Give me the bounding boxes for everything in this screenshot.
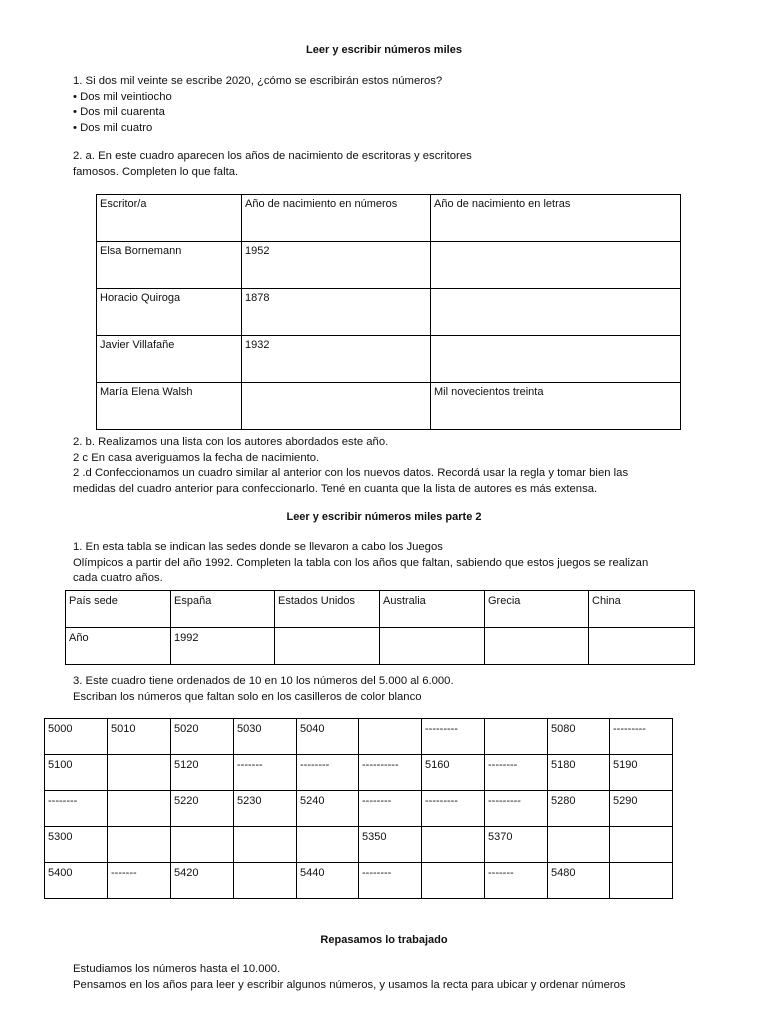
grid-cell: 5240 (297, 791, 359, 827)
grid-cell: 5180 (548, 755, 610, 791)
table-row (66, 591, 695, 628)
grid-cell: 5300 (45, 827, 108, 863)
grid-cell: 5420 (171, 863, 234, 899)
year-number-cell[interactable]: 1878 (242, 289, 431, 336)
grid-cell: ------- (234, 755, 297, 791)
writer-name-cell: Javier Villafañe (97, 336, 242, 383)
grid-cell[interactable] (108, 827, 171, 863)
table-row (97, 242, 681, 289)
header-cell: Escritor/a (97, 195, 242, 242)
grid-cell: 5100 (45, 755, 108, 791)
grid-cell: --------- (422, 719, 485, 755)
q1-item: • Dos mil cuarenta (73, 106, 165, 118)
q2c-text: 2 c En casa averiguamos la fecha de nacimiento. (73, 451, 320, 464)
year-cell[interactable] (485, 628, 589, 665)
grid-cell: -------- (485, 755, 548, 791)
grid-cell: ------- (108, 863, 171, 899)
host-country-cell: Grecia (485, 591, 589, 628)
review-text: Pensamos en los años para leer y escribir algunos números, y usamos la recta para ubicar y ordenar números (73, 978, 626, 991)
section3-title: Repasamos lo trabajado (320, 934, 448, 946)
table-row (45, 827, 673, 863)
grid-cell: 5160 (422, 755, 485, 791)
year-number-cell[interactable] (242, 383, 431, 430)
grid-cell: 5190 (610, 755, 673, 791)
review-text: Estudiamos los números hasta el 10.000. (73, 963, 281, 975)
grid-cell: 5020 (171, 719, 234, 755)
grid-cell[interactable] (610, 827, 673, 863)
year-words-cell[interactable] (431, 336, 681, 383)
grid-cell: -------- (45, 791, 108, 827)
grid-cell: ---------- (359, 755, 422, 791)
table-row (97, 289, 681, 336)
host-country-cell: Australia (380, 591, 485, 628)
grid-cell[interactable] (108, 791, 171, 827)
table-row (97, 336, 681, 383)
table-row (45, 719, 673, 755)
q2d-text: 2 .d Confeccionamos un cuadro similar al anterior con los nuevos datos. Recordá usar la regla y tomar bien las (73, 467, 629, 479)
grid-cell: 5220 (171, 791, 234, 827)
q2a-text: 2. a. En este cuadro aparecen los años de nacimiento de escritoras y escritores (73, 150, 472, 162)
year-words-cell[interactable] (431, 242, 681, 289)
section1-title: Leer y escribir números miles (306, 44, 462, 56)
grid-cell: 5400 (45, 863, 108, 899)
grid-cell: 5000 (45, 719, 108, 755)
grid-cell[interactable] (234, 863, 297, 899)
host-country-cell: China (589, 591, 695, 628)
q2b-text: 2. b. Realizamos una lista con los autores abordados este año. (73, 436, 389, 448)
host-country-cell: España (171, 591, 275, 628)
section2-title: Leer y escribir números miles parte 2 (286, 511, 482, 523)
table-row (66, 628, 695, 665)
olympics-question: cada cuatro años. (73, 572, 163, 584)
grid-cell: ------- (485, 863, 548, 899)
year-label-cell: Año (66, 628, 171, 665)
grid-cell: 5120 (171, 755, 234, 791)
grid-cell[interactable] (422, 827, 485, 863)
grid-cell: 5040 (297, 719, 359, 755)
grid-cell: --------- (610, 719, 673, 755)
grid-cell[interactable] (548, 827, 610, 863)
grid-cell: 5230 (234, 791, 297, 827)
year-words-cell[interactable] (431, 289, 681, 336)
q1-item: • Dos mil cuatro (73, 121, 153, 134)
grid-cell: 5370 (485, 827, 548, 863)
grid-cell: 5030 (234, 719, 297, 755)
year-cell[interactable] (380, 628, 485, 665)
grid-cell: 5280 (548, 791, 610, 827)
table-header-row (97, 195, 681, 242)
grid-cell[interactable] (108, 755, 171, 791)
host-country-cell: Estados Unidos (275, 591, 380, 628)
grid-cell: 5290 (610, 791, 673, 827)
q1-intro: 1. Si dos mil veinte se escribe 2020, ¿cómo se escribirán estos números? (73, 75, 443, 87)
year-number-cell[interactable]: 1932 (242, 336, 431, 383)
grid-cell: 5350 (359, 827, 422, 863)
q2d-text: medidas del cuadro anterior para confeccionarlo. Tené en cuanta que la lista de autores es más extensa. (73, 482, 598, 495)
grid-cell[interactable] (610, 863, 673, 899)
writers-table (96, 194, 681, 430)
host-country-cell: País sede (66, 591, 171, 628)
grid-cell[interactable] (359, 719, 422, 755)
year-number-cell[interactable]: 1952 (242, 242, 431, 289)
grid-cell[interactable] (171, 827, 234, 863)
grid-cell: -------- (297, 755, 359, 791)
writer-name-cell: María Elena Walsh (97, 383, 242, 430)
writer-name-cell: Elsa Bornemann (97, 242, 242, 289)
header-cell: Año de nacimiento en números (242, 195, 431, 242)
year-cell[interactable] (275, 628, 380, 665)
grid-cell: --------- (422, 791, 485, 827)
numbers-grid-table (44, 718, 673, 899)
grid-cell[interactable] (485, 719, 548, 755)
header-cell: Año de nacimiento en letras (431, 195, 681, 242)
grid-cell: 5440 (297, 863, 359, 899)
writer-name-cell: Horacio Quiroga (97, 289, 242, 336)
grid-cell: 5010 (108, 719, 171, 755)
numbers-question: Escriban los números que faltan solo en los casilleros de color blanco (73, 690, 422, 703)
year-cell[interactable] (589, 628, 695, 665)
q1-item: • Dos mil veintiocho (73, 90, 172, 103)
grid-cell: -------- (359, 791, 422, 827)
numbers-question: 3. Este cuadro tiene ordenados de 10 en 10 los números del 5.000 al 6.000. (73, 675, 454, 687)
year-words-cell[interactable]: Mil novecientos treinta (431, 383, 681, 430)
grid-cell: 5480 (548, 863, 610, 899)
grid-cell: -------- (359, 863, 422, 899)
grid-cell[interactable] (297, 827, 359, 863)
table-row (45, 755, 673, 791)
table-row (97, 383, 681, 430)
grid-cell: 5080 (548, 719, 610, 755)
grid-cell: --------- (485, 791, 548, 827)
olympics-table (65, 590, 695, 665)
grid-cell[interactable] (234, 827, 297, 863)
table-row (45, 791, 673, 827)
olympics-question: 1. En esta tabla se indican las sedes donde se llevaron a cabo los Juegos (73, 541, 443, 553)
q2a-text: famosos. Completen lo que falta. (73, 165, 239, 178)
grid-cell[interactable] (422, 863, 485, 899)
olympics-question: Olímpicos a partir del año 1992. Completen la tabla con los años que faltan, sabiendo que estos juegos se realizan (73, 556, 649, 569)
year-cell: 1992 (171, 628, 275, 665)
table-row (45, 863, 673, 899)
